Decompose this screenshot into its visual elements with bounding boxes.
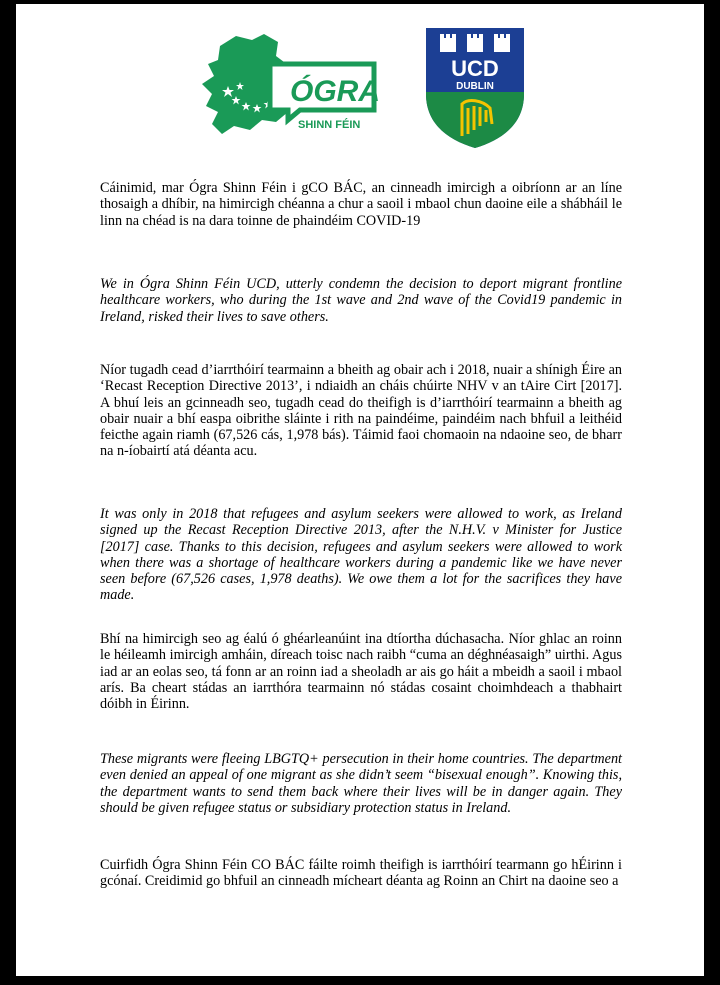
ucd-sub-text: DUBLIN (456, 81, 494, 92)
ucd-main-text: UCD (451, 56, 499, 81)
ucd-dublin-crest (422, 24, 528, 150)
ogra-main-text: ÓGRA (290, 75, 380, 108)
paragraph-irish-3: Bhí na himircigh seo ag éalú ó ghéarleanúint ina dtíortha dúchasacha. Níor ghlac an roinn le héileamh imircigh amháin, díreach toisc nach raibh “cuma an déghnéasaigh” uirthi. Agus iad ar an eolas seo, tá fonn ar an roinn iad a sheoladh ar ais go háit a mbeidh a saoil i mbaol arís. Ba cheart stádas an iarrthóra tearmainn nó stádas cosaint choimhdeach a thabhairt dóibh in Éirinn. (100, 631, 622, 713)
logo-header (16, 4, 704, 164)
paragraph-english-1: We in Ógra Shinn Féin UCD, utterly condemn the decision to deport migrant frontline healthcare workers, who during the 1st wave and 2nd wave of the Covid19 pandemic in Ireland, risked their lives to save others. (100, 276, 622, 325)
ogra-logo-graphic (192, 30, 382, 150)
document-page (16, 4, 704, 976)
paragraph-english-3: These migrants were fleeing LBGTQ+ persecution in their home countries. The department even denied an appeal of one migrant as she didn’t seem “bisexual enough”. Knowing this, the department wants to send them back where their lives will be in danger again. They should be given refugee status or subsidiary protection status in Ireland. (100, 751, 622, 816)
paragraph-irish-4: Cuirfidh Ógra Shinn Féin CO BÁC fáilte roimh theifigh is iarrthóirí tearmann go hÉirinn i gcónaí. Creidimid go bhfuil an cinneadh mícheart déanta ag Roinn an Chirt na daoine seo a (100, 857, 622, 890)
ogra-sub-text: SHINN FÉIN (298, 119, 361, 131)
paragraph-irish-2: Níor tugadh cead d’iarrthóirí tearmainn a bheith ag obair ach i 2018, nuair a shínigh Éire an ‘Recast Reception Directive 2013’, i ndiaidh an cháis chúirte NHV v an tAire Cirt [2017]. A bhuí leis an gcinneadh seo, tugadh cead do theifigh is d’iarrthóirí tearmainn a bheith ag obair nuair a bhí easpa oibrithe sláinte i rith na paindéime, paindéim nach bhfuil a leithéid feicthe again riamh (67,526 cás, 1,978 bás). Táimid faoi chomaoin na ndaoine seo, de bharr na n-íobairtí atá déanta acu. (100, 362, 622, 460)
ucd-crest-graphic (422, 24, 528, 150)
paragraph-irish-1: Cáinimid, mar Ógra Shinn Féin i gCO BÁC, an cinneadh imircigh a oibríonn ar an líne thosaigh a dhíbir, na himircigh chéanna a chur a saoil i mbaol chun daoine eile a shábháil le linn na chéad is na dara toinne de phaindéim COVID-19 (100, 180, 622, 229)
paragraph-english-2: It was only in 2018 that refugees and asylum seekers were allowed to work, as Ireland signed up the Recast Reception Directive 2013, after the N.H.V. v Minister for Justice [2017] case. Thanks to this decision, refugees and asylum seekers were allowed to work when there was a shortage of healthcare workers during a pandemic like we have never seen before (67,526 cases, 1,978 deaths). We owe them a lot for the sacrifices they have made. (100, 506, 622, 604)
ogra-shinn-fein-logo (192, 30, 382, 150)
